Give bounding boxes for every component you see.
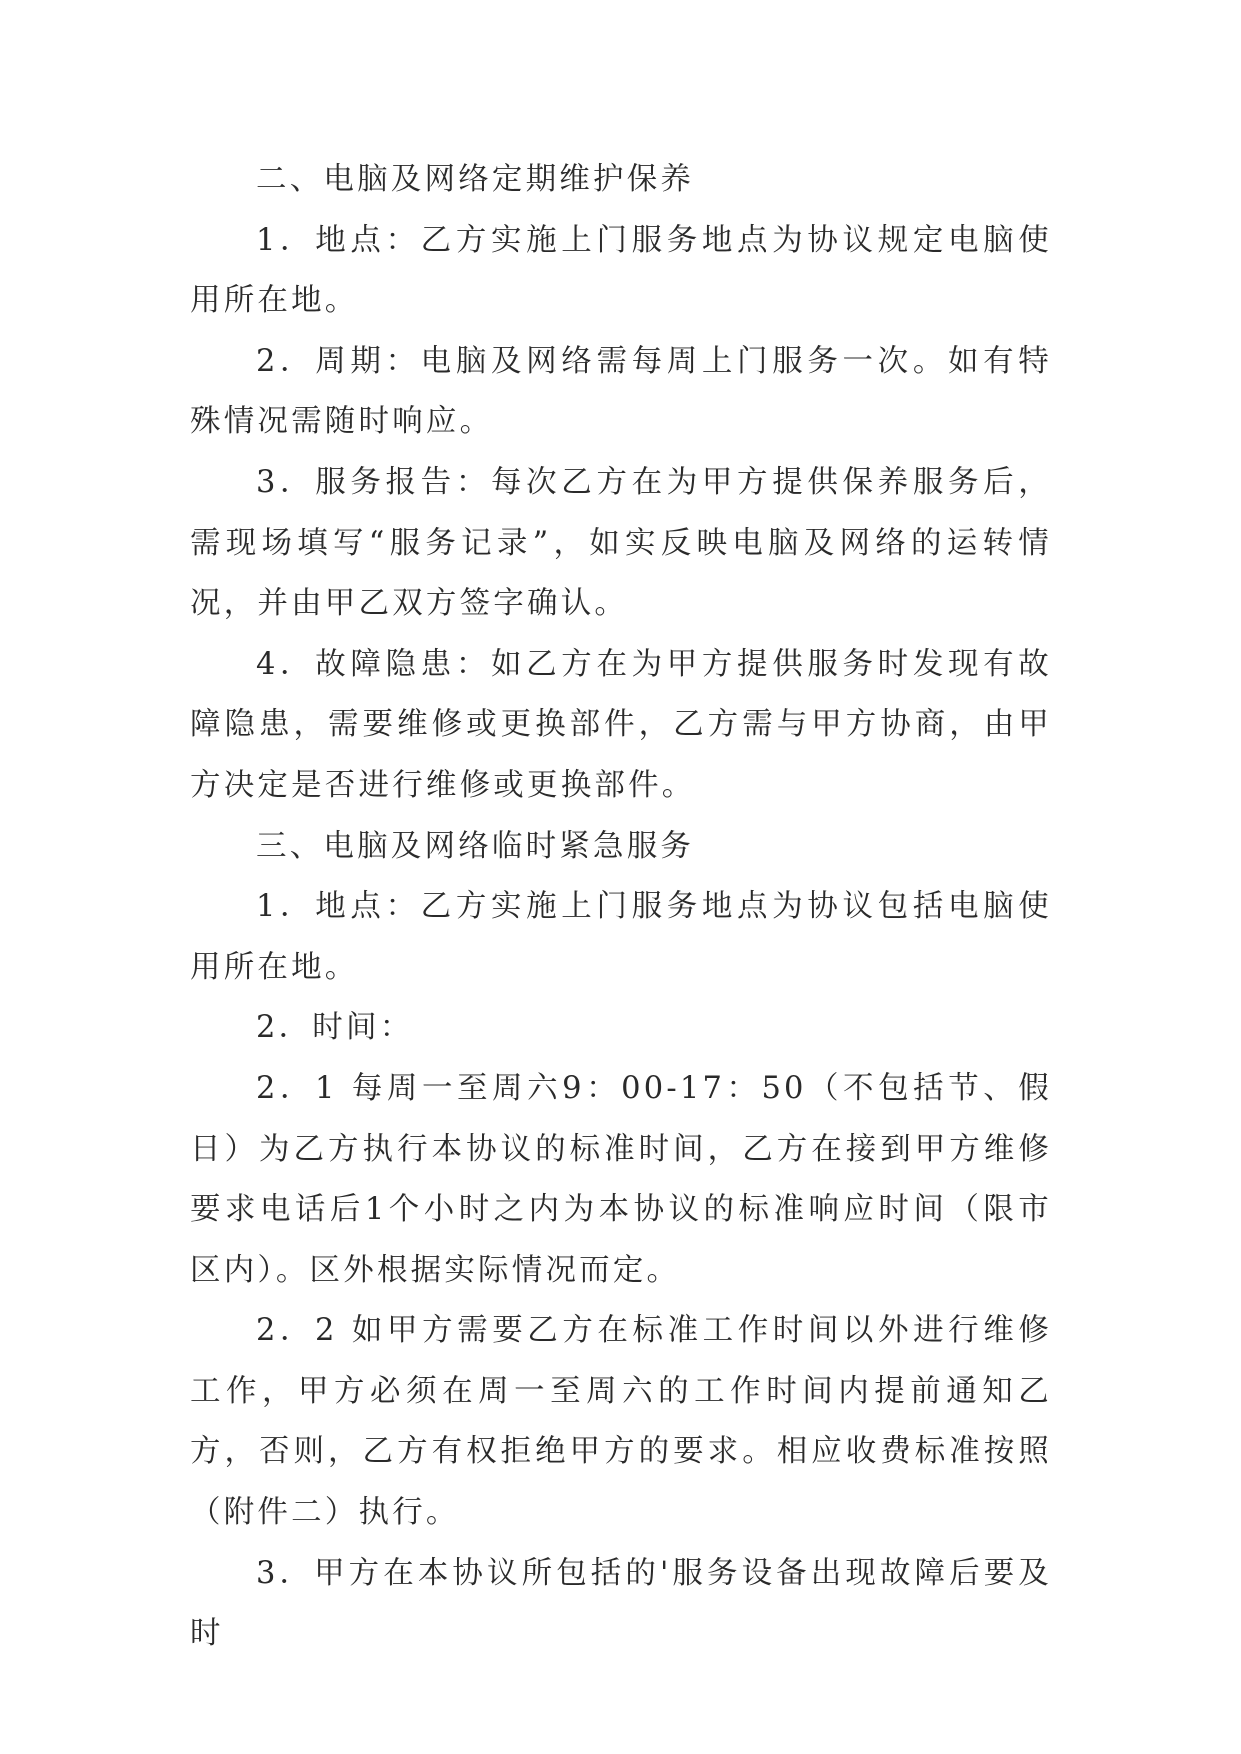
clause-period: 2．周期：电脑及网络需每周上门服务一次。如有特殊情况需随时响应。 bbox=[190, 343, 1052, 440]
section-heading-maintenance: 二、电脑及网络定期维护保养 bbox=[256, 162, 695, 197]
clause-fault-hazard: 4．故障隐患：如乙方在为甲方提供服务时发现有故障隐患，需要维修或更换部件，乙方需与甲方协商，由甲方决定是否进行维修或更换部件。 bbox=[190, 646, 1052, 803]
section-heading-emergency: 三、电脑及网络临时紧急服务 bbox=[256, 828, 695, 864]
clause-time-standard: 2．1 每周一至周六9：00-17：50（不包括节、假日）为乙方执行本协议的标准时间，乙方在接到甲方维修要求电话后1个小时之内为本协议的标准响应时间（限市区内）。区外根据实际情况而定。 bbox=[190, 1070, 1052, 1288]
clause-fault-reporting: 3．甲方在本协议所包括的'服务设备出现故障后要及时 bbox=[190, 1555, 1052, 1652]
document-body bbox=[190, 150, 1052, 1665]
clause-emergency-location: 1．地点：乙方实施上门服务地点为协议包括电脑使用所在地。 bbox=[190, 889, 1052, 985]
clause-time-overtime: 2．2 如甲方需要乙方在标准工作时间以外进行维修工作，甲方必须在周一至周六的工作时间内提前通知乙方，否则，乙方有权拒绝甲方的要求。相应收费标准按照（附件二）执行。 bbox=[190, 1313, 1052, 1531]
clause-service-report: 3．服务报告：每次乙方在为甲方提供保养服务后，需现场填写“服务记录”，如实反映电脑及网络的运转情况，并由甲乙双方签字确认。 bbox=[190, 464, 1052, 622]
clause-location: 1．地点：乙方实施上门服务地点为协议规定电脑使用所在地。 bbox=[190, 222, 1052, 319]
clause-time: 2．时间： bbox=[256, 1010, 414, 1046]
